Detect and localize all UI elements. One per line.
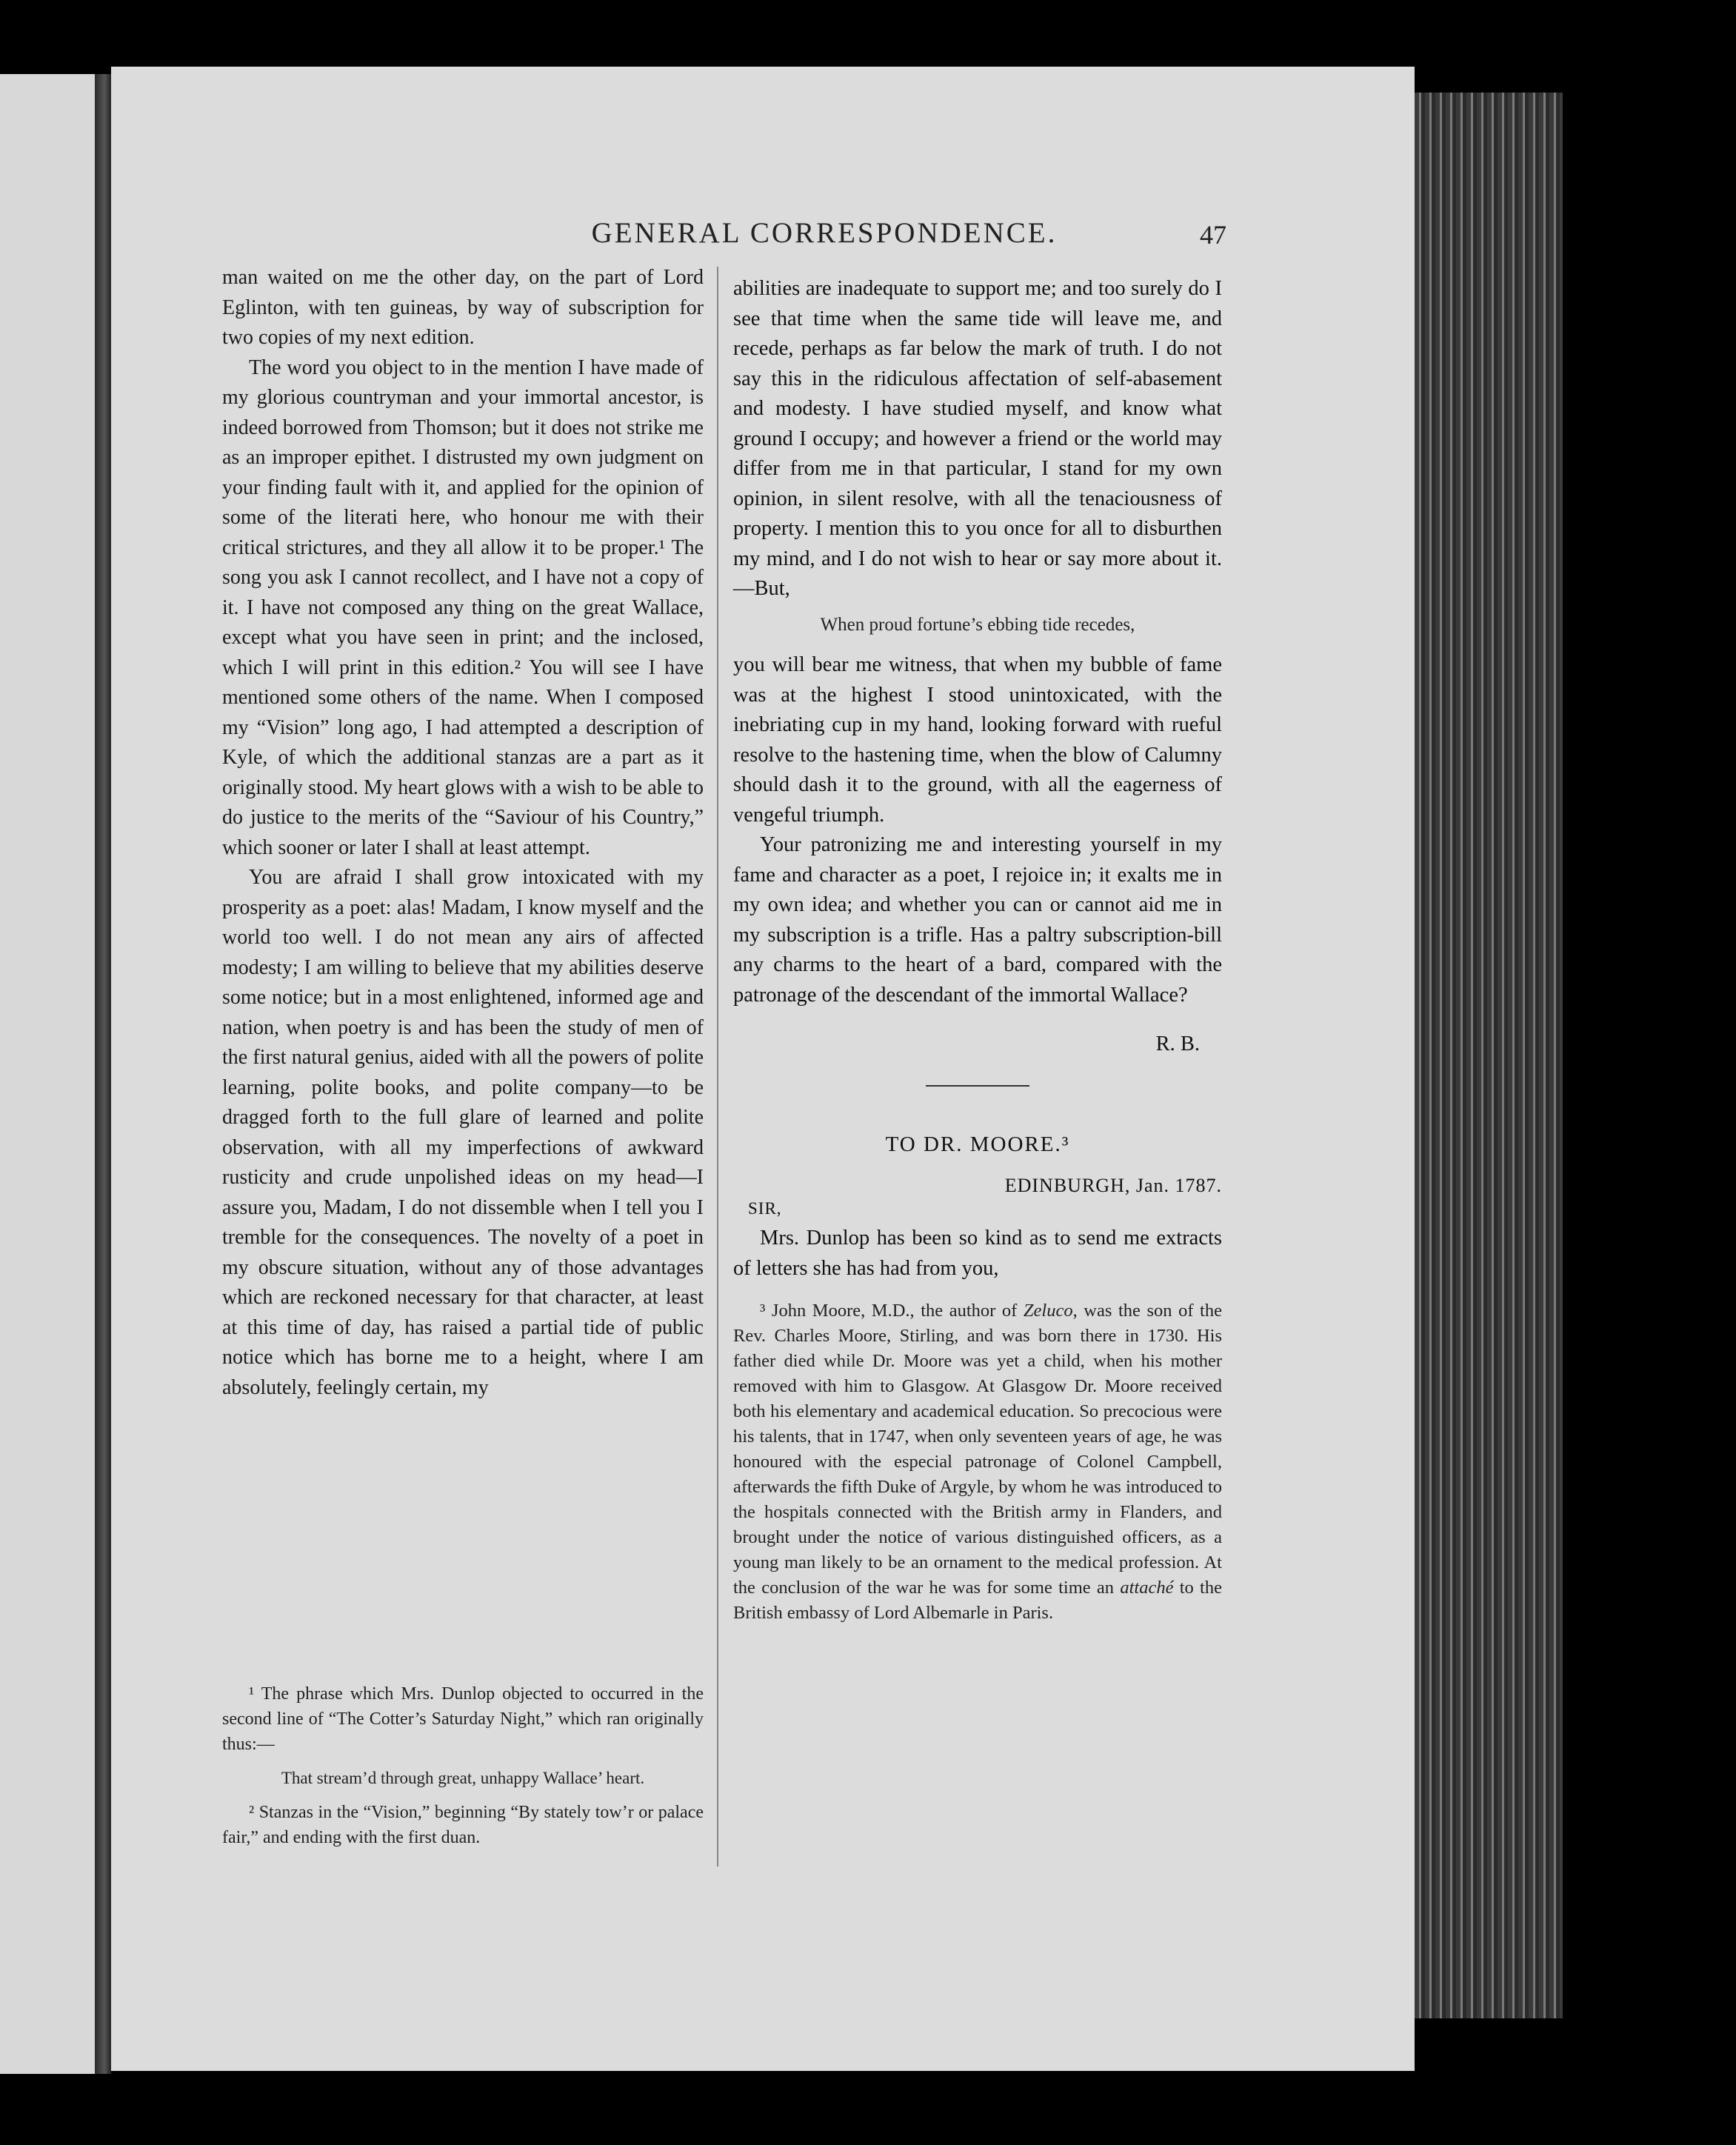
left-column — [222, 263, 704, 1403]
page-header — [111, 216, 1415, 261]
book-title: Zeluco — [1023, 1301, 1073, 1321]
column-divider — [717, 267, 718, 1867]
paragraph: Mrs. Dunlop has been so kind as to send me extracts of letters she has had from you, — [733, 1227, 1222, 1280]
book-gutter — [95, 74, 111, 2074]
footnote-quote: That stream’d through great, unhappy Wallace’ heart. — [281, 1769, 645, 1787]
footnote-text: , was the son of the Rev. Charles Moore, Stirling, and was born there in 1730. His father died while Dr. Moore was yet a child, when his mother removed with him to Glasgow. At Glasgow Dr. Moore received both his elementary and academical education. So precocious were his talents, that in 1747, when only seventeen years of age, he was honoured with the especial patronage of Colonel Campbell, afterwards the fifth Duke of Argyle, by whom he was introduced to the hospitals connected with the British army in Flanders, and brought under the notice of various distinguished officers, as a young man likely to be an ornament to the medical profession. At the conclusion of the war he was for some time an — [733, 1301, 1222, 1598]
dateline: EDINBURGH, Jan. 1787. — [1004, 1175, 1222, 1196]
facing-page-edge — [0, 74, 104, 2074]
footnote-term: attaché — [1120, 1578, 1174, 1598]
footnote — [733, 1298, 1222, 1626]
section-rule — [926, 1085, 1029, 1087]
signature: R. B. — [1155, 1033, 1200, 1055]
paragraph: You are afraid I shall grow intoxicated with my prosperity as a poet: alas! Madam, I know myself and the world too well. I do not mean any airs of affected modesty; I am willing to believe that my abilities deserve some notice; but in a most enlightened, informed age and nation, when poetry is and has been the study of men of the first natural genius, aided with all the powers of polite learning, polite books, and polite company—to be dragged forth to the full glare of learned and polite observation, with all my imperfections of awkward rusticity and crude unpolished ideas on my head—I assure you, Madam, I do not dissemble when I tell you I tremble for the consequences. The novelty of a poet in my obscure situation, without any of those advantages which are reckoned necessary for that character, at least at this time of day, has raised a partial tide of public notice which has borne me to a height, where I am absolutely, feelingly certain, my — [222, 866, 704, 1399]
footnote: ¹ The phrase which Mrs. Dunlop objected to occurred in the second line of “The Cotter’s Saturday Night,” which ran originally thus:— — [222, 1684, 704, 1754]
paragraph: Your patronizing me and interesting yourself in my fame and character as a poet, I rejoice in; it exalts me in my own idea; and whether you can or cannot aid me in my subscription is a trifle. Has a paltry subscription-bill any charms to the heart of a bard, compared with the patronage of the descendant of the immortal Wallace? — [733, 833, 1222, 1007]
running-head: GENERAL CORRESPONDENCE. — [591, 217, 1058, 249]
letter-title: TO DR. MOORE.³ — [885, 1132, 1070, 1156]
footnote-text: ³ John Moore, M.D., the author of — [760, 1301, 1024, 1321]
paragraph: you will bear me witness, that when my bubble of fame was at the highest I stood unintoxicated, with the inebriating cup in my hand, looking forward with rueful resolve to the hastening time, when the blow of Calumny should dash it to the ground, with all the eagerness of vengeful triumph. — [733, 653, 1222, 827]
footnote-text: to the British embassy of Lord Albemarle in Paris. — [733, 1578, 1222, 1623]
right-column — [733, 274, 1222, 1626]
footnote: ² Stanzas in the “Vision,” beginning “By stately tow’r or palace fair,” and ending with the first duan. — [222, 1803, 704, 1847]
paragraph: man waited on me the other day, on the part of Lord Eglinton, with ten guineas, by way of subscription for two copies of my next edition. — [222, 266, 704, 349]
verse-quote: When proud fortune’s ebbing tide recedes, — [820, 614, 1135, 635]
page-number: 47 — [1200, 220, 1226, 250]
page-edges — [1415, 93, 1563, 2018]
left-footnotes — [222, 1681, 704, 1850]
paragraph: abilities are inadequate to support me; and too surely do I see that time when the same tide will leave me, and recede, perhaps as far below the mark of truth. I do not say this in the ridiculous affectation of self-abasement and modesty. I have studied myself, and know what ground I occupy; and however a friend or the world may differ from me in that particular, I stand for my own opinion, in silent resolve, with all the tenaciousness of property. I mention this to you once for all to disburthen my mind, and I do not wish to hear or say more about it.—But, — [733, 277, 1222, 600]
salutation: SIR, — [748, 1198, 782, 1218]
paragraph: The word you object to in the mention I have made of my glorious countryman and your immortal ancestor, is indeed borrowed from Thomson; but it does not strike me as an improper epithet. I distrusted my own judgment on your finding fault with it, and applied for the opinion of some of the literati here, who honour me with their critical strictures, and they all allow it to be proper.¹ The song you ask I cannot recollect, and I have not a copy of it. I have not composed any thing on the great Wallace, except what you have seen in print; and the inclosed, which I will print in this edition.² You will see I have mentioned some others of the name. When I composed my “Vision” long ago, I had attempted a description of Kyle, of which the additional stanzas are a part as it originally stood. My heart glows with a wish to be able to do justice to the merits of the “Saviour of his Country,” which sooner or later I shall at least attempt. — [222, 356, 704, 859]
